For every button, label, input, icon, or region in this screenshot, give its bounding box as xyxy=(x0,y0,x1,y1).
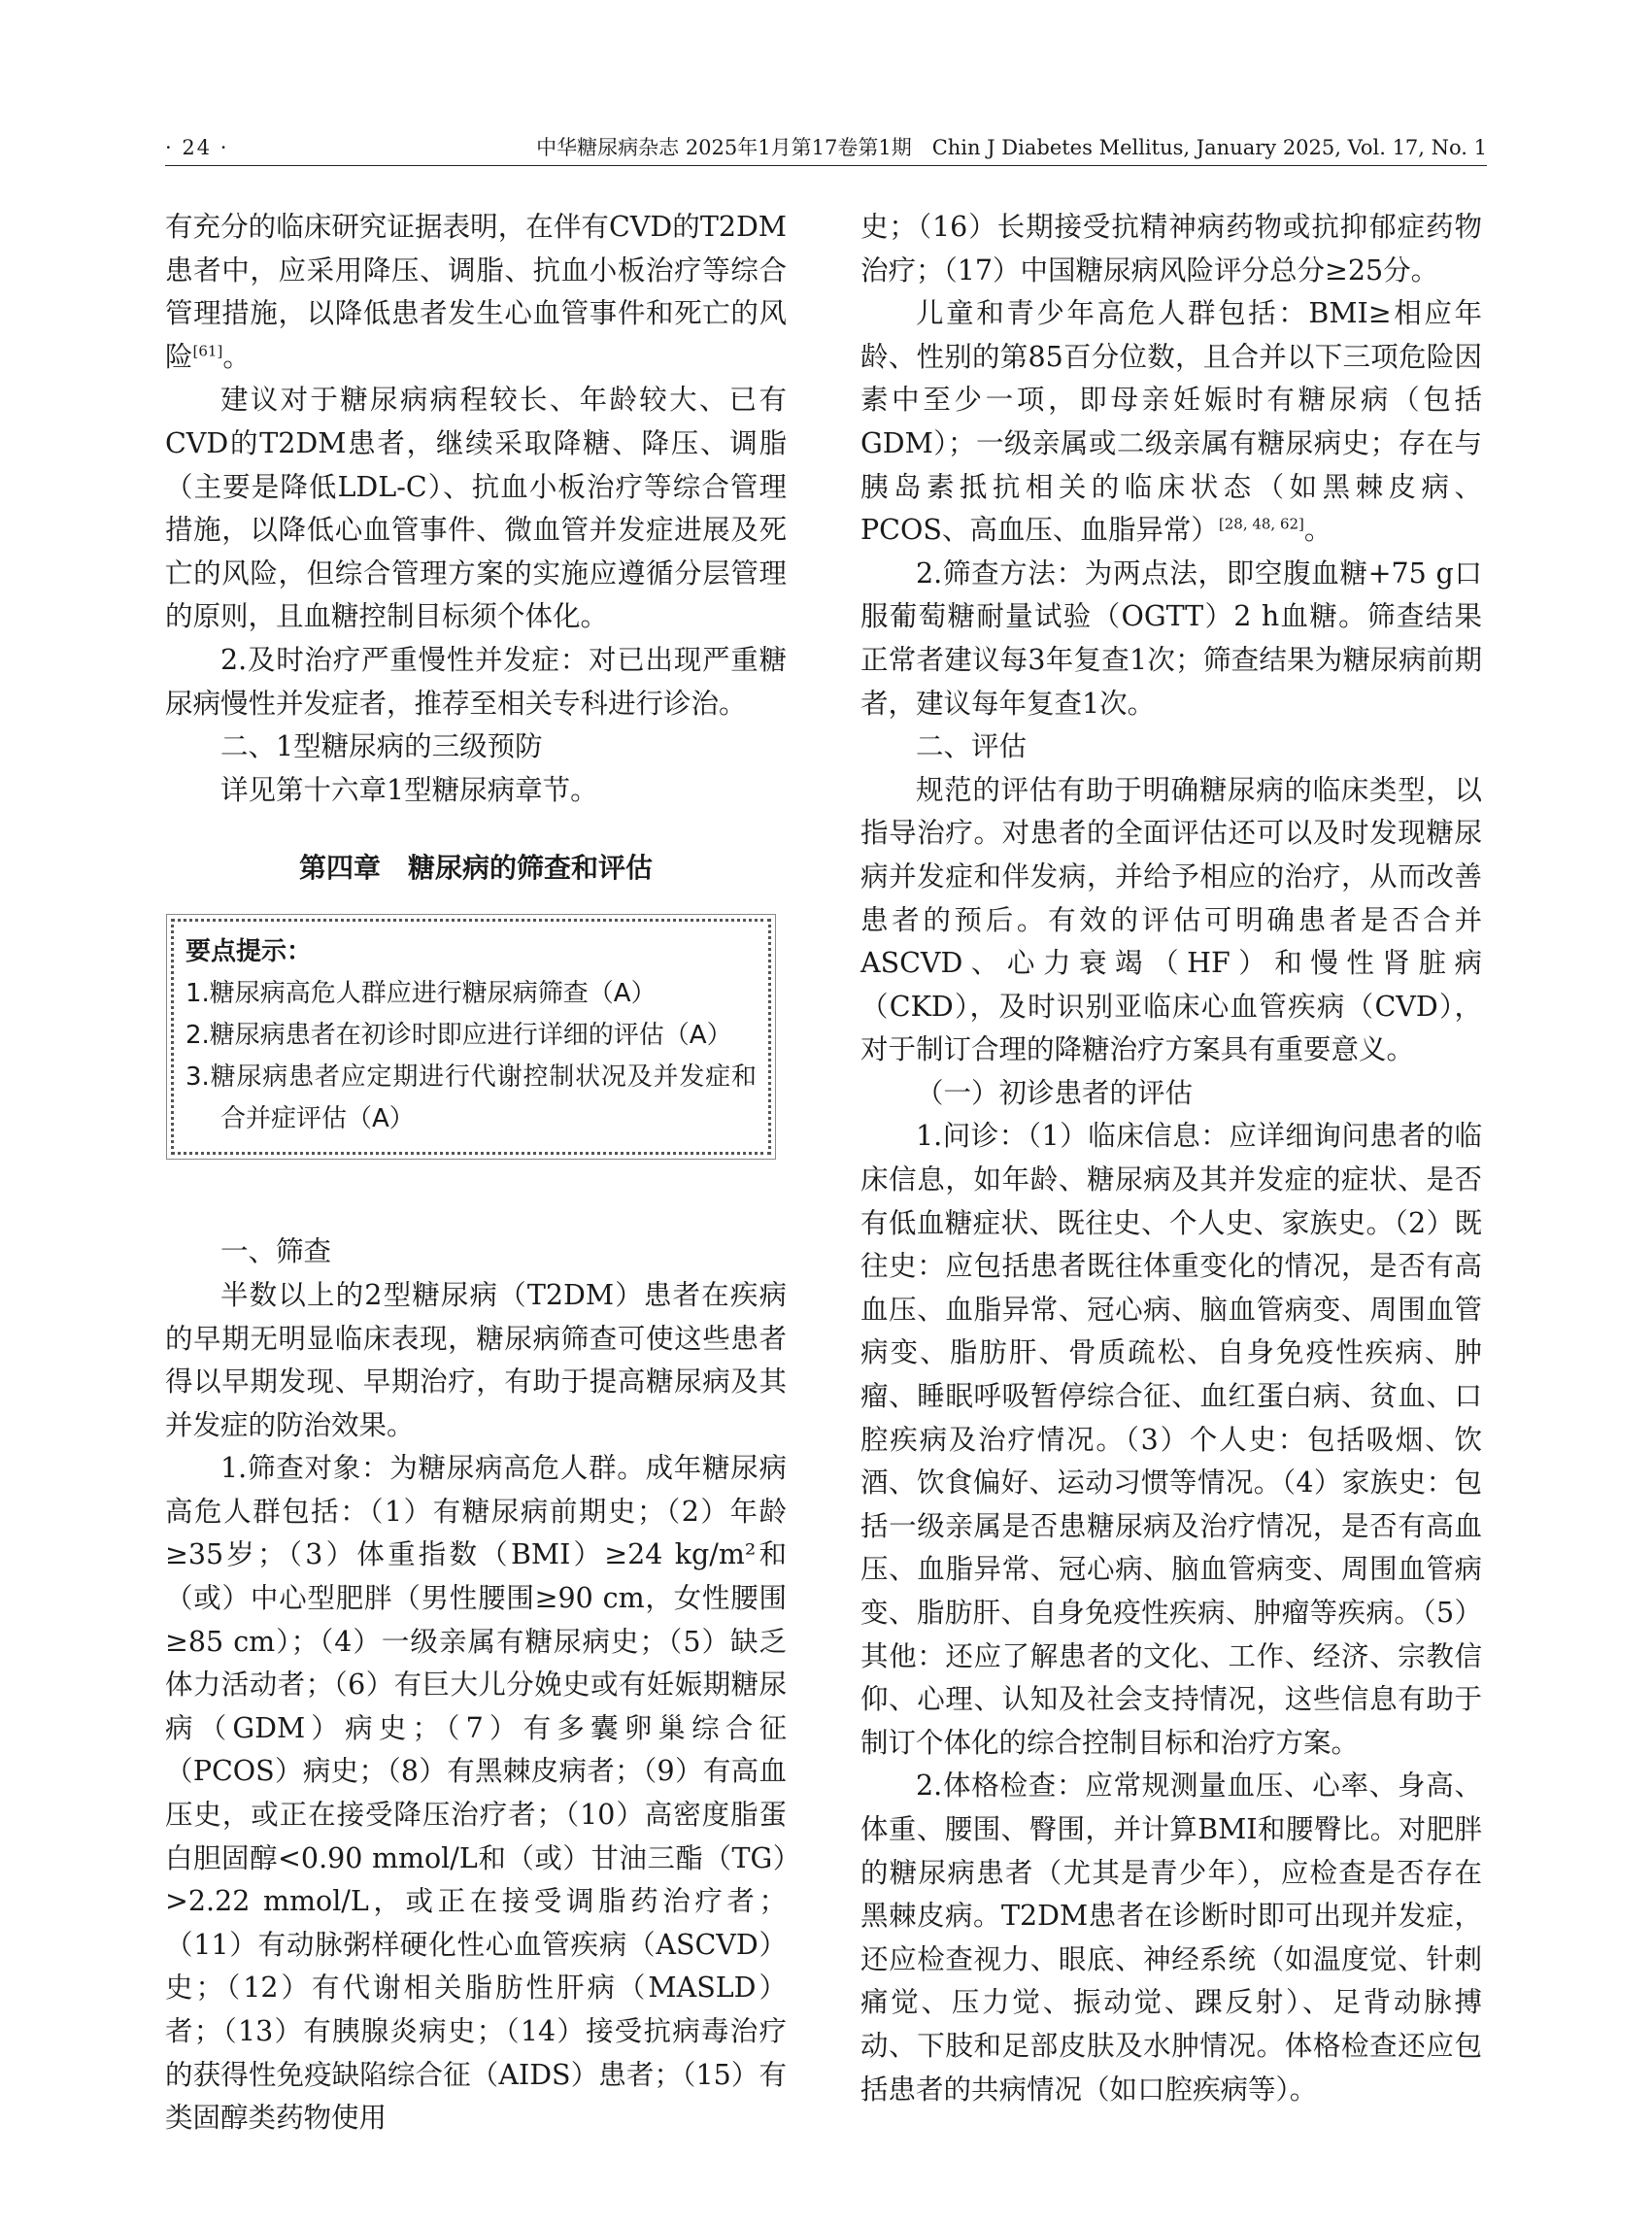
paragraph: 儿童和青少年高危人群包括：BMI≥相应年龄、性别的第85百分位数，且合并以下三项危险因素中至少一项，即母亲妊娠时有糖尿病（包括GDM）；一级亲属或二级亲属有糖尿病史；存在与胰岛素抵抗相关的临床状态（如黑棘皮病、PCOS、高血压、血脂异常）[28, 48, 62]。 xyxy=(860,297,1482,547)
paragraph: 2.及时治疗严重慢性并发症：对已出现严重糖尿病慢性并发症者，推荐至相关专科进行诊治。 xyxy=(165,643,787,720)
section-heading: 一、筛查 xyxy=(220,1235,332,1268)
section-heading: 二、1型糖尿病的三级预防 xyxy=(220,730,543,763)
citation-ref: [28, 48, 62] xyxy=(1218,515,1304,533)
paragraph: 1.筛查对象：为糖尿病高危人群。成年糖尿病高危人群包括：（1）有糖尿病前期史；（2）年龄≥35岁；（3）体重指数（BMI）≥24 kg/m²和（或）中心型肥胖（男性腰围≥90 cm，女性腰围≥85 cm）；（4）一级亲属有糖尿病史；（5）缺乏体力活动者；（6）有巨大儿分娩史或有妊娠期糖尿病（GDM）病史；（7）有多囊卵巢综合征（PCOS）病史；（8）有黑棘皮病者；（9）有高血压史，或正在接受降压治疗者；（10）高密度脂蛋白胆固醇<0.90 mmol/L和（或）甘油三酯（TG）>2.22 mmol/L，或正在接受调脂药治疗者；（11）有动脉粥样硬化性心血管疾病（ASCVD）史；（12）有代谢相关脂肪性肝病（MASLD）者；（13）有胰腺炎病史；（14）接受抗病毒治疗的获得性免疫缺陷综合征（AIDS）患者；（15）有类固醇类药物使用 xyxy=(165,1452,787,2135)
journal-citation: 中华糖尿病杂志 2025年1月第17卷第1期 Chin J Diabetes Mellitus, January 2025, Vol. 17, No. 1 xyxy=(536,136,1487,159)
right-column xyxy=(860,206,1482,2111)
paragraph: 有充分的临床研究证据表明，在伴有CVD的T2DM患者中，应采用降压、调脂、抗血小板治疗等综合管理措施，以降低患者发生心血管事件和死亡的风险[61]。 xyxy=(165,211,787,373)
paragraph: 2.筛查方法：为两点法，即空腹血糖+75 g口服葡萄糖耐量试验（OGTT）2 h血糖。筛查结果正常者建议每3年复查1次；筛查结果为糖尿病前期者，建议每年复查1次。 xyxy=(860,556,1482,720)
paragraph: 建议对于糖尿病病程较长、年龄较大、已有CVD的T2DM患者，继续采取降糖、降压、调脂（主要是降低LDL-C）、抗血小板治疗等综合管理措施，以降低心血管事件、微血管并发症进展及死亡的风险，但综合管理方案的实施应遵循分层管理的原则，且血糖控制目标须个体化。 xyxy=(165,384,787,633)
citation-ref: [61] xyxy=(192,342,223,360)
paragraph: 1.问诊：（1）临床信息：应详细询问患者的临床信息，如年龄、糖尿病及其并发症的症状、是否有低血糖症状、既往史、个人史、家族史。（2）既往史：应包括患者既往体重变化的情况，是否有高血压、血脂异常、冠心病、脑血管病变、周围血管病变、脂肪肝、骨质疏松、自身免疫性疾病、肿瘤、睡眠呼吸暂停综合征、血红蛋白病、贫血、口腔疾病及治疗情况。（3）个人史：包括吸烟、饮酒、饮食偏好、运动习惯等情况。（4）家族史：包括一级亲属是否患糖尿病及治疗情况，是否有高血压、血脂异常、冠心病、脑血管病变、周围血管病变、脂肪肝、自身免疫性疾病、肿瘤等疾病。（5）其他：还应了解患者的文化、工作、经济、宗教信仰、心理、认知及社会支持情况，这些信息有助于制订个体化的综合控制目标和治疗方案。 xyxy=(860,1120,1482,1759)
key-point-item: 3.糖尿病患者应定期进行代谢控制状况及并发症和合并症评估（A） xyxy=(185,1062,757,1134)
key-point-item: 2.糖尿病患者在初诊时即应进行详细的评估（A） xyxy=(185,1021,732,1051)
paragraph: 2.体格检查：应常规测量血压、心率、身高、体重、腰围、臀围，并计算BMI和腰臀比。对肥胖的糖尿病患者（尤其是青少年），应检查是否存在黑棘皮病。T2DM患者在诊断时即可出现并发症，还应检查视力、眼底、神经系统（如温度觉、针刺痛觉、压力觉、振动觉、踝反射）、足背动脉搏动、下肢和足部皮肤及水肿情况。体格检查还应包括患者的共病情况（如口腔疾病等）。 xyxy=(860,1770,1482,2106)
section-heading: 二、评估 xyxy=(916,730,1028,763)
paragraph: 规范的评估有助于明确糖尿病的临床类型，以指导治疗。对患者的全面评估还可以及时发现糖尿病并发症和伴发病，并给予相应的治疗，从而改善患者的预后。有效的评估可明确患者是否合并ASCVD、心力衰竭（HF）和慢性肾脏病（CKD），及时识别亚临床心血管疾病（CVD），对于制订合理的降糖治疗方案具有重要意义。 xyxy=(860,773,1482,1066)
key-points-box xyxy=(171,919,771,1155)
paragraph: 详见第十六章1型糖尿病章节。 xyxy=(220,773,598,806)
key-point-item: 1.糖尿病高危人群应进行糖尿病筛查（A） xyxy=(185,979,657,1009)
key-points-title: 要点提示： xyxy=(185,937,313,967)
page-number: · 24 · xyxy=(165,136,229,159)
running-header xyxy=(165,130,1487,166)
paragraph: 半数以上的2型糖尿病（T2DM）患者在疾病的早期无明显临床表现，糖尿病筛查可使这些患者得以早期发现、早期治疗，有助于提高糖尿病及其并发症的防治效果。 xyxy=(165,1278,787,1441)
chapter-title: 第四章 糖尿病的筛查和评估 xyxy=(298,852,653,885)
paragraph: 史；（16）长期接受抗精神病药物或抗抑郁症药物治疗；（17）中国糖尿病风险评分总分≥25分。 xyxy=(860,211,1482,287)
left-column xyxy=(165,206,787,2141)
subsection-heading: （一）初诊患者的评估 xyxy=(916,1076,1194,1109)
